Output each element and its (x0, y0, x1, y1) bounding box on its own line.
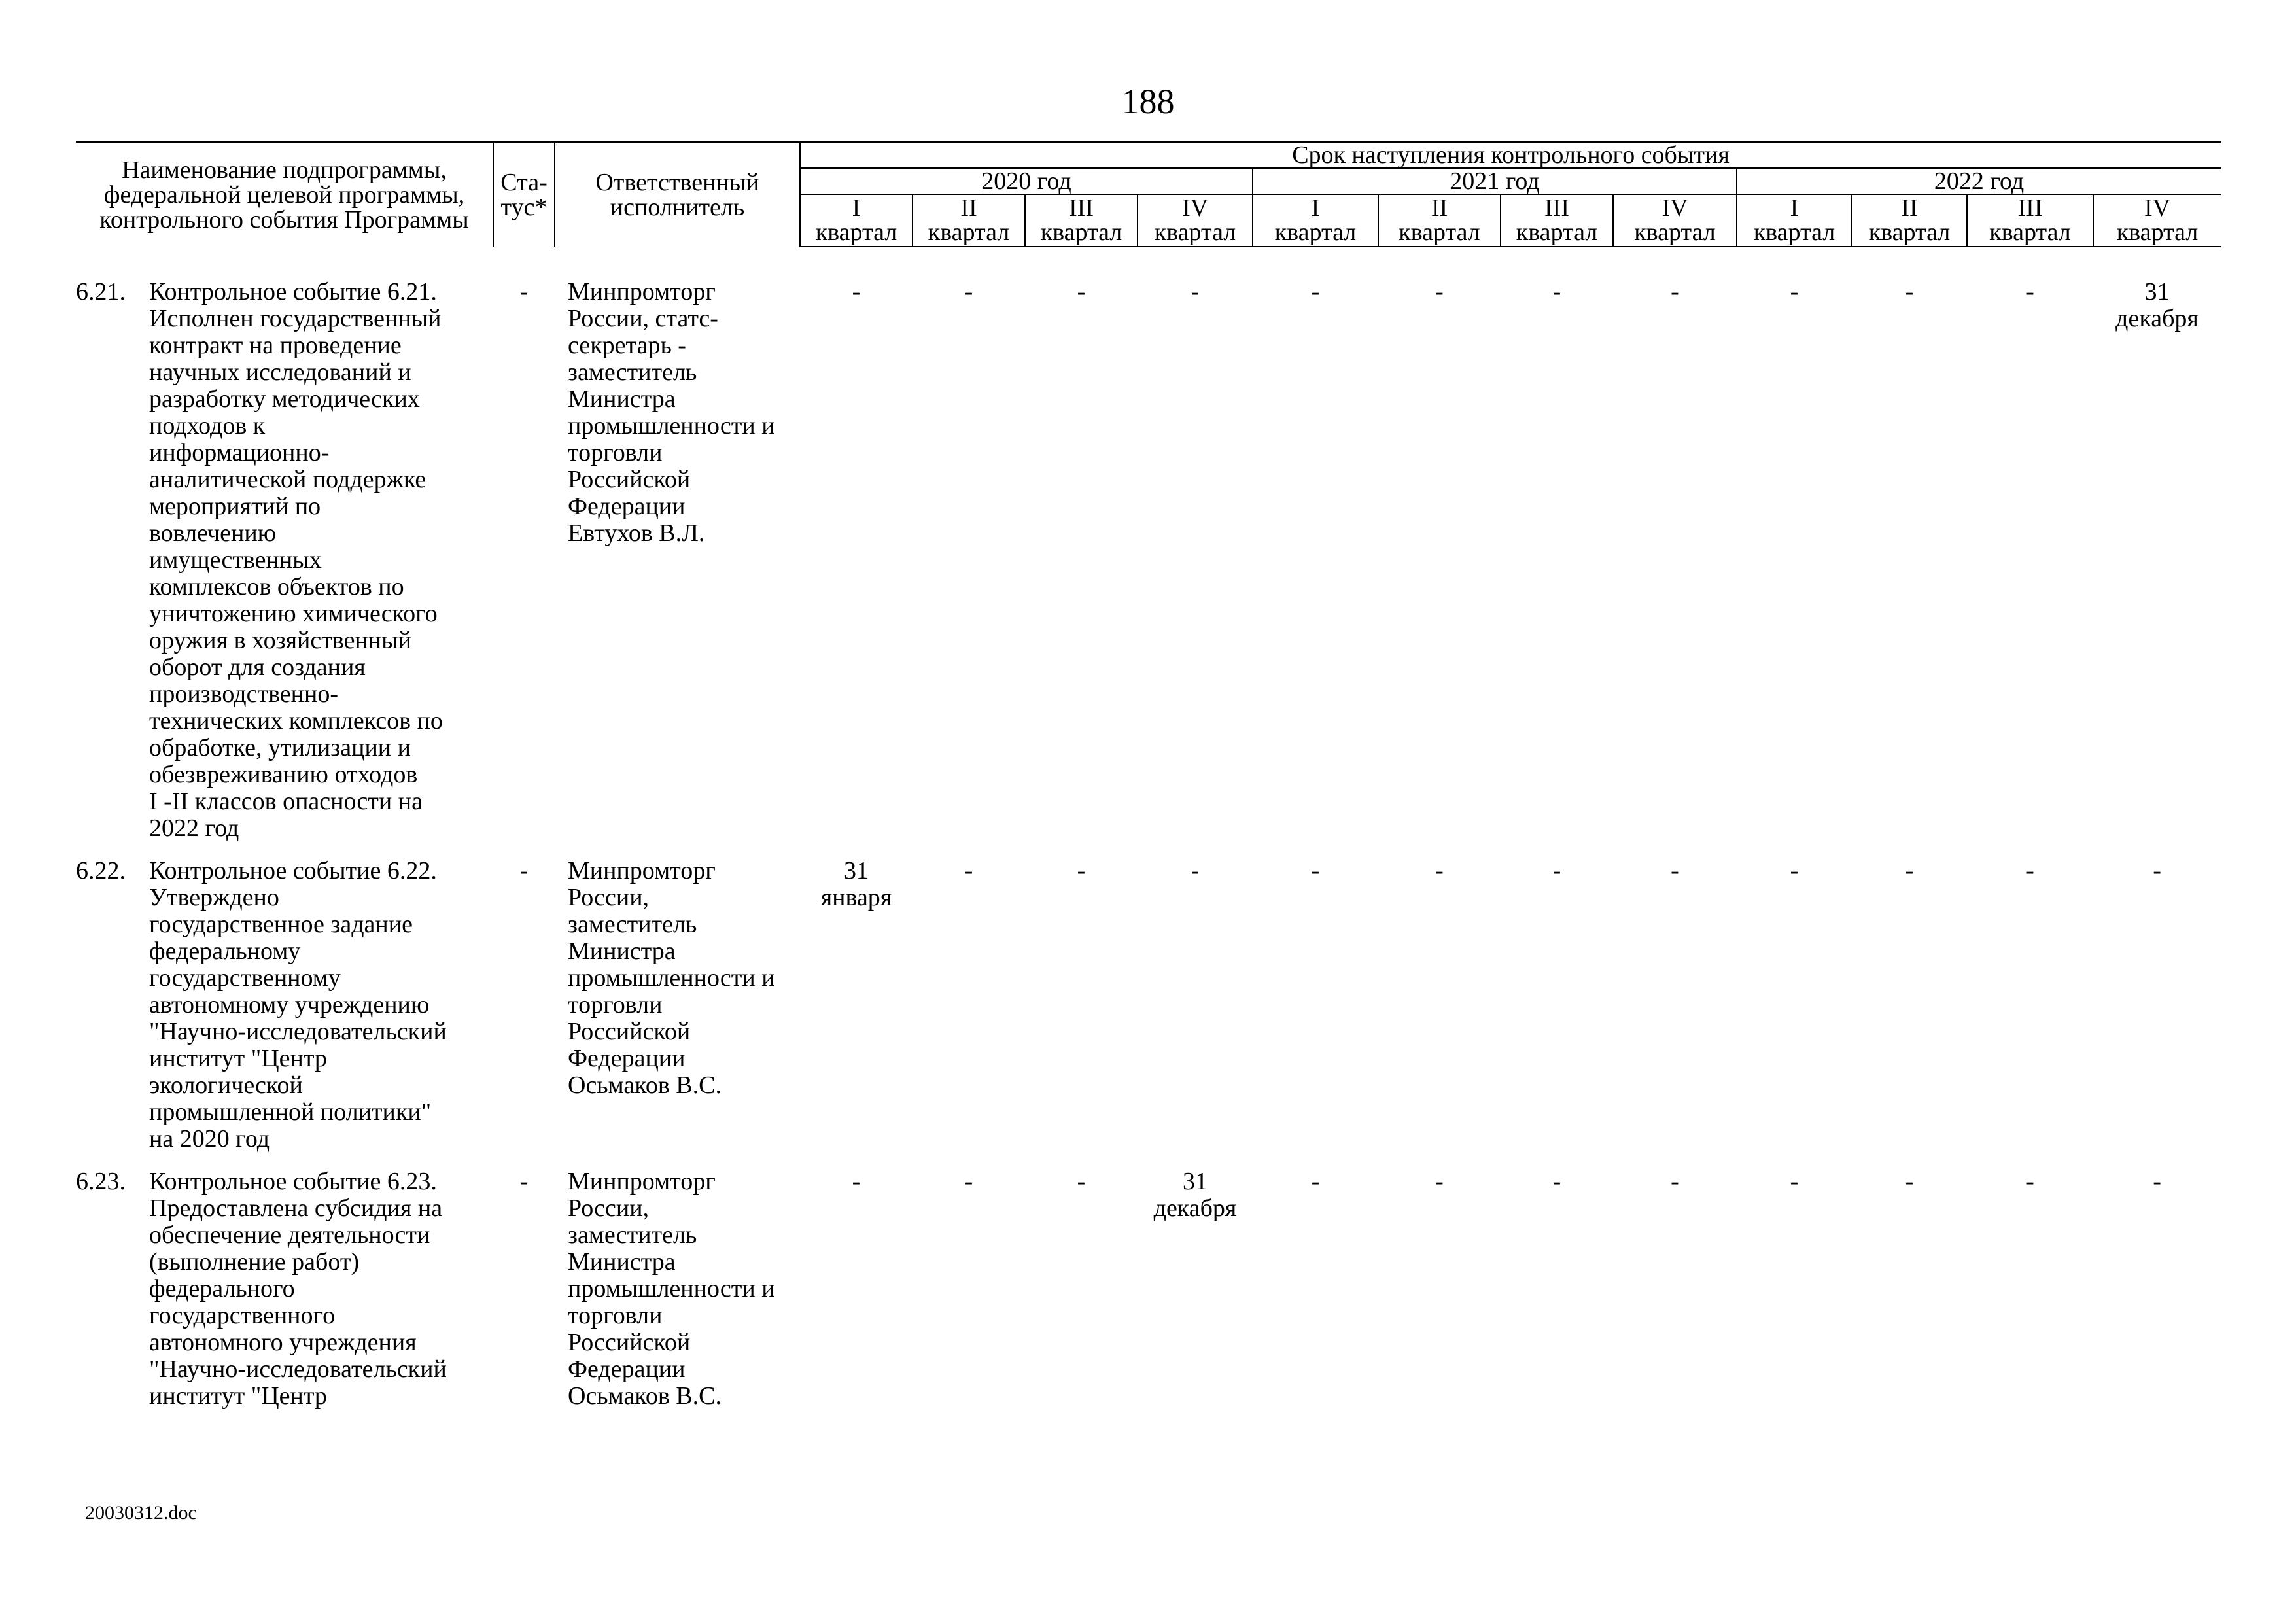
header-deadline-group: Срок наступления контрольного события (800, 142, 2221, 168)
header-quarter (1967, 194, 2093, 247)
event-deadline-cell: - (1077, 857, 1086, 884)
footer-filename: 20030312.doc (85, 1502, 197, 1524)
event-deadline-cell: - (1311, 278, 1320, 305)
event-description: Контрольное событие 6.23. Предоставлена субсидия на обеспечение деятельности (выполнение работ) федерального государственного автономного учреждения "Научно-исследовательский институт "Центр (149, 1168, 447, 1410)
header-quarter-word: квартал (1868, 218, 1951, 246)
header-quarter-roman: III (1544, 194, 1569, 222)
event-deadline-cell: - (1671, 857, 1679, 884)
header-quarter (1138, 194, 1253, 247)
event-deadline-cell: - (1552, 857, 1561, 884)
header-quarter-word: квартал (1753, 218, 1835, 246)
event-deadline-cell: 31 декабря (2115, 278, 2199, 332)
event-deadline-cell: 31 января (820, 857, 892, 911)
header-quarter-roman: II (1431, 194, 1448, 222)
event-executor: Минпромторг России, статс- секретарь - заместитель Министра промышленности и торговли Российской Федерации Евтухов В.Л. (568, 278, 775, 547)
event-deadline-cell: - (1435, 1168, 1444, 1195)
event-deadline-cell: - (964, 278, 973, 305)
event-deadline-cell: - (852, 278, 861, 305)
header-quarter-roman: IV (1661, 194, 1688, 222)
event-status: - (519, 857, 529, 884)
event-deadline-cell: 31 декабря (1153, 1168, 1237, 1222)
header-year-2021: 2021 год (1253, 168, 1737, 194)
event-deadline-cell: - (964, 1168, 973, 1195)
event-status: - (519, 1168, 529, 1195)
header-quarter-word: квартал (1989, 218, 2071, 246)
event-deadline-cell: - (2026, 857, 2034, 884)
event-deadline-cell: - (1435, 857, 1444, 884)
header-quarter-word: квартал (2116, 218, 2199, 246)
event-deadline-cell: - (1905, 278, 1914, 305)
event-deadline-cell: - (1077, 278, 1086, 305)
header-year-2020: 2020 год (800, 168, 1253, 194)
event-name-cell (76, 279, 493, 842)
event-deadline-cell: - (1905, 857, 1914, 884)
event-deadline-cell: - (1077, 1168, 1086, 1195)
header-quarter-roman: IV (1181, 194, 1209, 222)
event-deadline-cell: - (964, 857, 973, 884)
event-deadline-cell: - (1671, 278, 1679, 305)
header-quarter (800, 194, 913, 247)
header-quarter-roman: I (852, 194, 861, 222)
header-quarter-roman: IV (2144, 194, 2171, 222)
event-deadline-cell: - (1790, 278, 1799, 305)
page-number: 188 (1121, 82, 1175, 121)
header-quarter-word: квартал (1634, 218, 1716, 246)
header-quarter-roman: I (1790, 194, 1799, 222)
header-quarter-roman: III (2017, 194, 2043, 222)
event-deadline-cell: - (1191, 278, 1200, 305)
header-quarter (1378, 194, 1501, 247)
event-executor: Минпромторг России, заместитель Министра промышленности и торговли Российской Федерации Осьмаков В.С. (568, 857, 775, 1099)
event-deadline-cell: - (1552, 1168, 1561, 1195)
header-quarter-word: квартал (1516, 218, 1598, 246)
event-deadline-cell: - (1311, 1168, 1320, 1195)
header-quarter-word: квартал (1040, 218, 1122, 246)
header-quarter (1501, 194, 1613, 247)
header-quarter-word: квартал (1399, 218, 1480, 246)
header-quarter-roman: II (960, 194, 977, 222)
header-quarter (2093, 194, 2221, 247)
event-name-cell (76, 1168, 493, 1410)
event-executor: Минпромторг России, заместитель Министра промышленности и торговли Российской Федерации Осьмаков В.С. (568, 1168, 775, 1410)
header-name-column: Наименование подпрограммы, федеральной целевой программы, контрольного события Программы (76, 142, 493, 247)
header-quarter (1737, 194, 1852, 247)
event-deadline-cell: - (2026, 1168, 2034, 1195)
header-quarter-roman: II (1901, 194, 1918, 222)
header-status-column: Ста- тус* (493, 142, 555, 247)
event-deadline-cell: - (1552, 278, 1561, 305)
table-row (76, 279, 2221, 842)
event-name-cell (76, 858, 493, 1153)
header-quarter-word: квартал (928, 218, 1010, 246)
event-deadline-cell: - (852, 1168, 861, 1195)
header-quarter-roman: I (1311, 194, 1320, 222)
header-quarter-roman: III (1069, 194, 1094, 222)
header-year-2022: 2022 год (1737, 168, 2221, 194)
event-number: 6.21. (76, 278, 126, 305)
event-status: - (519, 278, 529, 305)
event-deadline-cell: - (1435, 278, 1444, 305)
event-deadline-cell: - (2026, 278, 2034, 305)
control-events-table (76, 141, 2221, 1410)
event-deadline-cell: - (2153, 1168, 2161, 1195)
event-number: 6.23. (76, 1168, 126, 1195)
event-deadline-cell: - (1311, 857, 1320, 884)
header-quarter (1613, 194, 1737, 247)
header-quarter (913, 194, 1025, 247)
table-row (76, 1168, 2221, 1410)
header-quarter-word: квартал (1274, 218, 1357, 246)
table-header (76, 142, 2221, 247)
event-deadline-cell: - (1905, 1168, 1914, 1195)
event-deadline-cell: - (1790, 1168, 1799, 1195)
event-number: 6.22. (76, 857, 126, 884)
table-row (76, 858, 2221, 1153)
header-quarter (1253, 194, 1378, 247)
header-executor-column: Ответственный исполнитель (555, 142, 800, 247)
header-quarter-word: квартал (815, 218, 897, 246)
event-description: Контрольное событие 6.21. Исполнен государственный контракт на проведение научных исследований и разработку методических подходов к информационно- аналитической поддержке мероприятий по вовлечению имущественных комплексов объектов по уничтожению химического оружия в хозяйственный оборот для создания производственно- технических комплексов по обработке, утилизации и обезвреживанию отходов I -II классов опасности на 2022 год (149, 278, 443, 842)
event-deadline-cell: - (1790, 857, 1799, 884)
header-quarter-word: квартал (1154, 218, 1236, 246)
event-deadline-cell: - (1671, 1168, 1679, 1195)
event-deadline-cell: - (1191, 857, 1200, 884)
header-quarter (1852, 194, 1967, 247)
event-description: Контрольное событие 6.22. Утверждено государственное задание федеральному государственному автономному учреждению "Научно-исследовательский институт "Центр экологической промышленной политики" на 2020 год (149, 857, 447, 1153)
event-deadline-cell: - (2153, 857, 2161, 884)
header-quarter (1025, 194, 1138, 247)
